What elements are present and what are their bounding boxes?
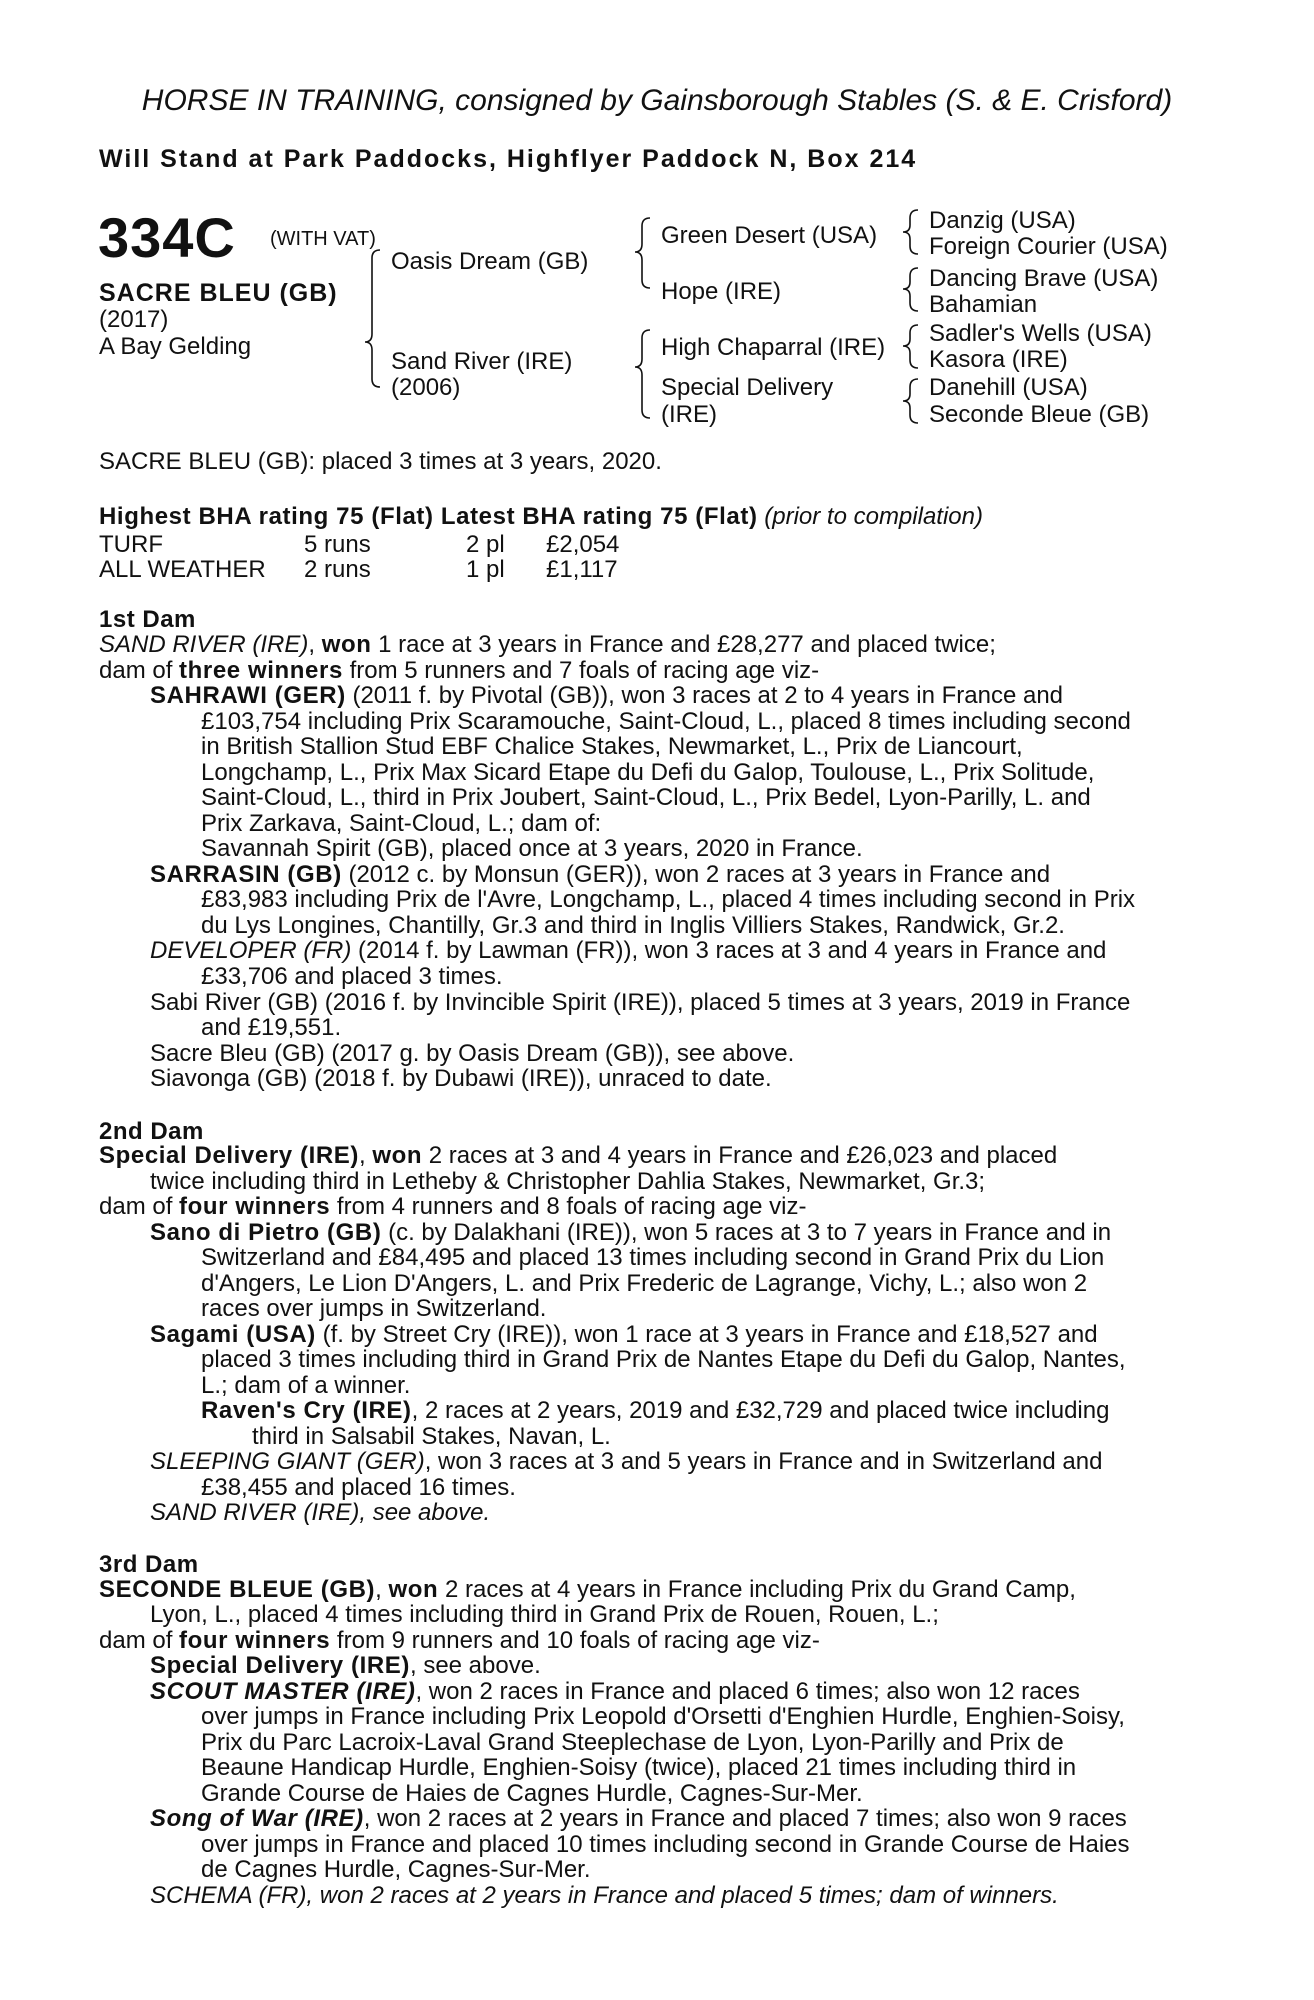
progeny-schema: SCHEMA (FR), won 2 races at 2 years in France and placed 5 times; dam of winners. (150, 1882, 1059, 1909)
table-row (99, 557, 619, 582)
progeny-text: (2014 f. by Lawman (FR)), won 3 races at 3 and 4 years in France and (351, 937, 1107, 964)
progeny-text: du Lys Longines, Chantilly, Gr.3 and third in Inglis Villiers Stakes, Randwick, Gr.2. (201, 912, 1065, 939)
progeny-text: and £19,551. (201, 1014, 342, 1041)
dam2-name: Special Delivery (IRE) (99, 1142, 359, 1169)
dam-dam: Special Delivery (661, 374, 834, 401)
progeny-sarrasin (150, 862, 1050, 888)
gen3-ddd: Seconde Bleue (GB) (929, 401, 1150, 428)
placed-cell: 1 pl (466, 556, 505, 583)
page-title: HORSE IN TRAINING, consigned by Gainsborough Stables (S. & E. Crisford) (141, 84, 1173, 117)
dam3-intro: SECONDE BLEUE (GB), won 2 races at 4 years in France including Prix du Grand Camp, (99, 1576, 1076, 1603)
prize-cell: £2,054 (546, 531, 620, 558)
ratings-table (99, 532, 619, 582)
progeny-text: (2011 f. by Pivotal (GB)), won 3 races at 2 to 4 years in France and (345, 682, 1064, 709)
progeny-text: , won 2 races in France and placed 6 times; also won 12 races (415, 1678, 1080, 1705)
progeny-text: L.; dam of a winner. (201, 1372, 411, 1399)
progeny-text: over jumps in France including Prix Leopold d'Orsetti d'Enghien Hurdle, Enghien-Soisy, (201, 1703, 1125, 1730)
damof-post: from 5 runners and 7 foals of racing age viz- (342, 657, 820, 684)
winners-count: three winners (179, 657, 343, 684)
progeny-text: £83,983 including Prix de l'Avre, Longchamp, L., placed 4 times including second in Prix (201, 886, 1136, 913)
progeny-developer (150, 938, 1106, 964)
vat-note: (WITH VAT) (270, 228, 376, 250)
dam1-name: SAND RIVER (IRE) (99, 631, 309, 658)
section-heading-2nd-dam: 2nd Dam (99, 1118, 204, 1145)
rating-note: (prior to compilation) (764, 503, 983, 530)
progeny-special-delivery (150, 1653, 541, 1679)
gen3-sss: Danzig (USA) (929, 207, 1076, 234)
dam-year: (2006) (391, 374, 461, 401)
won-label: won (372, 1142, 423, 1169)
progeny-name: Song of War (IRE) (150, 1805, 364, 1832)
progeny-text: Grande Course de Haies de Cagnes Hurdle, Cagnes-Sur-Mer. (201, 1780, 863, 1807)
progeny-text: (2012 c. by Monsun (GER)), won 2 races at 3 years in France and (341, 861, 1051, 888)
section-heading-3rd-dam: 3rd Dam (99, 1551, 199, 1578)
progeny-text: Switzerland and £84,495 and placed 13 times including second in Grand Prix du Lion (201, 1244, 1105, 1271)
progeny-text: £33,706 and placed 3 times. (201, 963, 503, 990)
section-heading-1st-dam: 1st Dam (99, 606, 196, 633)
pedigree-brackets (0, 0, 1314, 440)
progeny-text: £103,754 including Prix Scaramouche, Saint-Cloud, L., placed 8 times including second (201, 708, 1131, 735)
dam1-intro-text: 1 race at 3 years in France and £28,277 and placed twice; (371, 631, 996, 658)
winners-count: four winners (179, 1627, 331, 1654)
sire: Oasis Dream (GB) (391, 248, 589, 275)
progeny-text: in British Stallion Stud EBF Chalice Stakes, Newmarket, L., Prix de Liancourt, (201, 733, 1023, 760)
gen3-dss: Sadler's Wells (USA) (929, 320, 1152, 347)
progeny-text: Beaune Handicap Hurdle, Enghien-Soisy (twice), placed 21 times including third in (201, 1754, 1077, 1781)
dam3-intro-text: Lyon, L., placed 4 times including third in Grand Prix de Rouen, Rouen, L.; (150, 1601, 939, 1628)
progeny-ravens-cry (201, 1398, 1109, 1424)
progeny-scout-master (150, 1679, 1080, 1705)
gen3-sdd: Bahamian (929, 291, 1038, 318)
progeny-song-of-war (150, 1806, 1127, 1832)
progeny-name: Sano di Pietro (GB) (150, 1219, 382, 1246)
dam2-damof (99, 1194, 807, 1220)
progeny-name: SAHRAWI (GER) (150, 682, 346, 709)
progeny-text: , won 3 races at 3 and 5 years in France and in Switzerland and (424, 1448, 1103, 1475)
progeny-text: races over jumps in Switzerland. (201, 1295, 547, 1322)
progeny-name: DEVELOPER (FR) (150, 937, 352, 964)
dam: Sand River (IRE) (391, 348, 573, 375)
progeny-name: Special Delivery (IRE) (150, 1652, 410, 1679)
placed-cell: 2 pl (466, 531, 505, 558)
winners-count: four winners (179, 1193, 331, 1220)
gen3-sds: Dancing Brave (USA) (929, 265, 1159, 292)
damof-post: from 9 runners and 10 foals of racing age viz- (330, 1627, 820, 1654)
dam1-damof (99, 658, 819, 684)
ratings-heading (99, 504, 983, 530)
dam3-damof (99, 1628, 820, 1654)
progeny-text: , won 2 races at 2 years in France and placed 7 times; also won 9 races (363, 1805, 1127, 1832)
damof-post: from 4 runners and 8 foals of racing age viz- (330, 1193, 807, 1220)
progeny-text: , 2 races at 2 years, 2019 and £32,729 and placed twice including (411, 1397, 1110, 1424)
progeny-text: Prix Zarkava, Saint-Cloud, L.; dam of: (201, 810, 602, 837)
won-label: won (388, 1576, 439, 1603)
surface-cell: ALL WEATHER (99, 556, 266, 583)
progeny-text: Saint-Cloud, L., third in Prix Joubert, Saint-Cloud, L., Prix Bedel, Lyon-Parilly, L. and (201, 784, 1091, 811)
grand-progeny: Savannah Spirit (GB), placed once at 3 years, 2020 in France. (201, 835, 863, 862)
progeny-sabi-river: Sabi River (GB) (2016 f. by Invincible Spirit (IRE)), placed 5 times at 3 years, 2019 in France (150, 989, 1131, 1016)
gen3-dds: Danehill (USA) (929, 374, 1088, 401)
lot-number: 334C (98, 206, 236, 269)
progeny-text: third in Salsabil Stakes, Navan, L. (252, 1423, 611, 1450)
progeny-sacre-bleu: Sacre Bleu (GB) (2017 g. by Oasis Dream (GB)), see above. (150, 1040, 795, 1067)
progeny-text: de Cagnes Hurdle, Cagnes-Sur-Mer. (201, 1856, 591, 1883)
sire-sire: Green Desert (USA) (661, 222, 878, 249)
gen3-dsd: Kasora (IRE) (929, 346, 1068, 373)
horse-description: A Bay Gelding (99, 333, 252, 360)
progeny-text: over jumps in France and placed 10 times including second in Grande Course de Haies (201, 1831, 1130, 1858)
progeny-sagami (150, 1322, 1098, 1348)
progeny-text: d'Angers, Le Lion D'Angers, L. and Prix Frederic de Lagrange, Vichy, L.; also won 2 (201, 1270, 1088, 1297)
progeny-siavonga: Siavonga (GB) (2018 f. by Dubawi (IRE)), unraced to date. (150, 1065, 772, 1092)
sire-dam: Hope (IRE) (661, 278, 782, 305)
damof-pre: dam of (99, 1627, 180, 1654)
runs-cell: 2 runs (304, 556, 371, 583)
dam1-intro: SAND RIVER (IRE), won 1 race at 3 years in France and £28,277 and placed twice; (99, 631, 996, 658)
progeny-text: (f. by Street Cry (IRE)), won 1 race at 3 years in France and £18,527 and (315, 1321, 1098, 1348)
progeny-name: SCOUT MASTER (IRE) (150, 1678, 416, 1705)
horse-name: SACRE BLEU (GB) (99, 279, 338, 307)
progeny-sand-river: SAND RIVER (IRE), see above. (150, 1499, 491, 1526)
dam2-intro-text: 2 races at 3 and 4 years in France and £26,023 and placed (422, 1142, 1058, 1169)
prize-cell: £1,117 (546, 556, 618, 583)
surface-cell: TURF (99, 531, 163, 558)
damof-pre: dam of (99, 1193, 180, 1220)
progeny-name: SLEEPING GIANT (GER) (150, 1448, 425, 1475)
progeny-text: Longchamp, L., Prix Max Sicard Etape du Defi du Galop, Toulouse, L., Prix Solitude, (201, 759, 1095, 786)
horse-year: (2017) (99, 306, 169, 333)
progeny-text: Prix du Parc Lacroix-Laval Grand Steeplechase de Lyon, Lyon-Parilly and Prix de (201, 1729, 1064, 1756)
damof-pre: dam of (99, 657, 180, 684)
dam3-intro-text: 2 races at 4 years in France including Prix du Grand Camp, (438, 1576, 1076, 1603)
runs-cell: 5 runs (304, 531, 371, 558)
progeny-sano-di-pietro (150, 1220, 1111, 1246)
table-row (99, 532, 619, 557)
progeny-text: placed 3 times including third in Grand Prix de Nantes Etape du Defi du Galop, Nantes, (201, 1346, 1126, 1373)
progeny-name: Raven's Cry (IRE) (201, 1397, 412, 1424)
stand-location: Will Stand at Park Paddocks, Highflyer Paddock N, Box 214 (99, 145, 918, 173)
dam-sire: High Chaparral (IRE) (661, 334, 886, 361)
dam2-intro: Special Delivery (IRE), won 2 races at 3 and 4 years in France and £26,023 and placed (99, 1142, 1058, 1169)
progeny-sahrawi (150, 683, 1063, 709)
dam-dam-country: (IRE) (661, 401, 717, 428)
dam3-name: SECONDE BLEUE (GB) (99, 1576, 376, 1603)
dam2-intro-text: twice including third in Letheby & Christopher Dahlia Stakes, Newmarket, Gr.3; (150, 1168, 986, 1195)
won-label: won (321, 631, 372, 658)
race-summary: SACRE BLEU (GB): placed 3 times at 3 years, 2020. (99, 448, 662, 475)
progeny-name: SARRASIN (GB) (150, 861, 342, 888)
progeny-name: Sagami (USA) (150, 1321, 316, 1348)
gen3-ssd: Foreign Courier (USA) (929, 233, 1168, 260)
progeny-text: , see above. (409, 1652, 541, 1679)
progeny-sleeping-giant (150, 1449, 1102, 1475)
progeny-text: (c. by Dalakhani (IRE)), won 5 races at 3 to 7 years in France and in (381, 1219, 1112, 1246)
bha-rating: Highest BHA rating 75 (Flat) Latest BHA rating 75 (Flat) (99, 503, 758, 530)
progeny-text: £38,455 and placed 16 times. (201, 1474, 516, 1501)
